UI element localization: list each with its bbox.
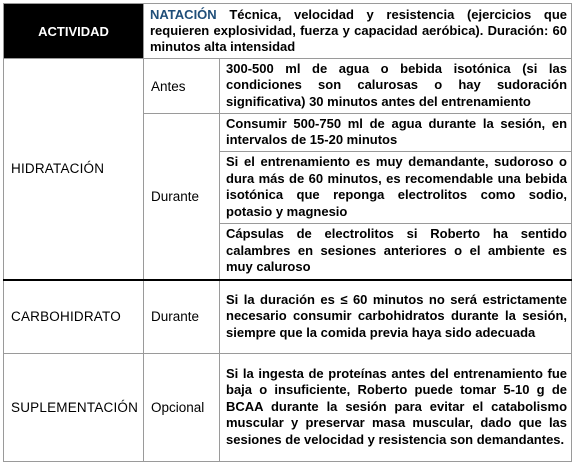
hydration-during-item-2: Si el entrenamiento es muy demandante, sudoroso o dura más de 60 minutos, es recomendable una bebida isotónica que reponga electrolitos como sodio, potasio y magnesio [220,152,572,224]
hydration-label: HIDRATACIÓN [4,59,144,280]
activity-header-label: ACTIVIDAD [4,4,144,59]
activity-header-cell [144,4,572,59]
sport-name: NATACIÓN [150,6,217,22]
carbohydrate-label: CARBOHIDRATO [4,280,144,354]
supplementation-text: Si la ingesta de proteínas antes del entrenamiento fue baja o insuficiente, Roberto puede tomar 5-10 g de BCAA durante la sesión para evitar el catabolismo muscular y preservar masa muscular, dado que las sesiones de velocidad y resistencia son demandantes. [220,354,572,462]
hydration-before-label: Antes [144,59,220,114]
activity-description: Técnica, velocidad y resistencia (ejercicios que requieren explosividad, fuerza y capacidad aeróbica). [150,6,568,38]
header-row [4,4,572,59]
carbohydrate-text: Si la duración es ≤ 60 minutos no será estrictamente necesario consumir carbohidratos durante la sesión, siempre que la comida previa haya sido adecuada [220,280,572,354]
hydration-during-label: Durante [144,114,220,280]
hydration-before-row [4,59,572,114]
hydration-during-item-3: Cápsulas de electrolitos si Roberto ha sentido calambres en sesiones anteriores o el ambiente es muy caluroso [220,224,572,280]
supplementation-row [4,354,572,462]
supplementation-label: SUPLEMENTACIÓN [4,354,144,462]
nutrition-plan-table [3,3,572,462]
carbohydrate-phase: Durante [144,280,220,354]
hydration-during-item-1: Consumir 500-750 ml de agua durante la sesión, en intervalos de 15-20 minutos [220,114,572,152]
carbohydrate-row [4,280,572,354]
activity-duration: Duración: 60 minutos alta intensidad [150,22,568,54]
hydration-before-text: 300-500 ml de agua o bebida isotónica (si las condiciones son calurosas o hay sudoración significativa) 30 minutos antes del entrenamiento [220,59,572,114]
supplementation-phase: Opcional [144,354,220,462]
